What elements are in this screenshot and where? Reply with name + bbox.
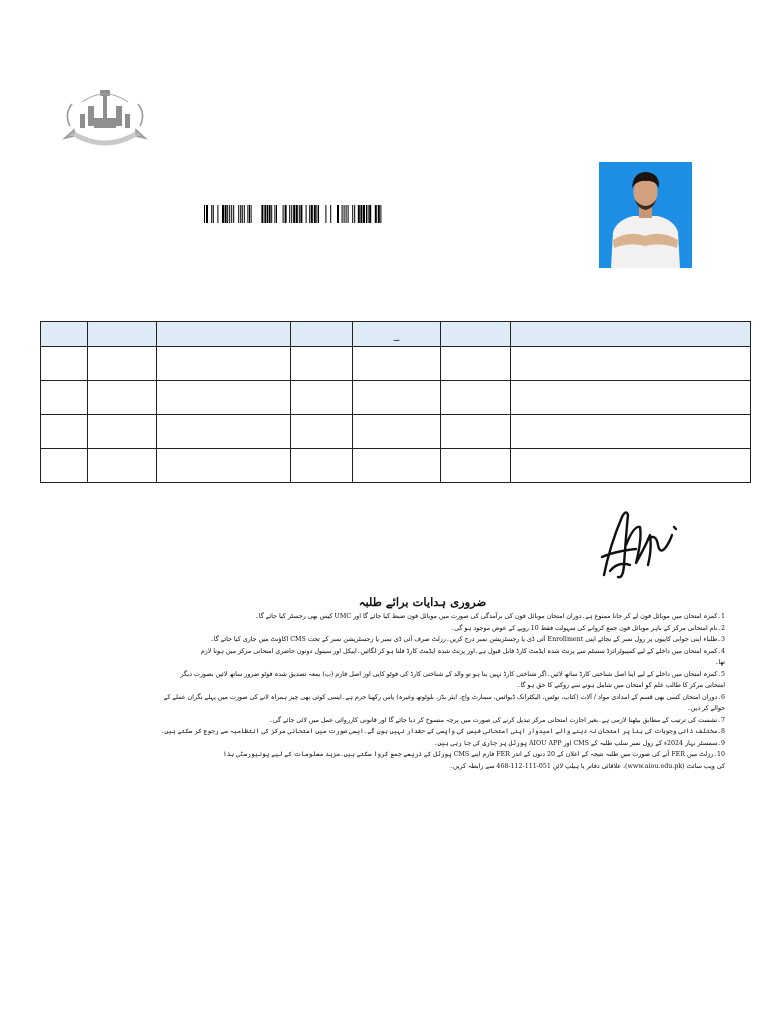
- instructions-heading: ضروری ہدایات برائے طلبہ: [358, 595, 487, 609]
- instruction-line: 3۔طلباء اپنی جوابی کاپیوں پر رول نمبر کے بجائے اپنی Enrollment آئی ڈی یا رجسٹریشن نمبر درج کریں۔رزلٹ صرف آئی ڈی نمبر یا رجسٹریشن نمبر کے تحت CMS اکاؤنٹ میں جاری کیا جائے گا۔: [210, 636, 725, 643]
- instruction-line: تھا۔: [714, 659, 725, 666]
- table-cell: [41, 381, 88, 415]
- table-cell: [41, 415, 88, 449]
- instruction-line: 2۔نام امتحانی مرکز کے باہر موبائل فون جمع کروانے کی سہولت فقط 10 روپے کے عوض موجود ہو گی۔: [450, 624, 725, 632]
- table-cell: [511, 415, 751, 449]
- signature: [596, 505, 682, 585]
- instruction-line: 9۔سمسٹر بہار 2024ء کے رول نمبر سلپ طلبہ کے CMS اور AIOU APP پورٹل پر جاری کی جا رہی ہیں۔: [433, 739, 725, 747]
- table-cell: [157, 381, 291, 415]
- table-row: [41, 415, 751, 449]
- table-cell: [88, 449, 157, 483]
- instruction-line: 10۔رزلٹ میں FER آنے کی صورت میں طلبہ نتیجہ کے اعلان کے 20 دنوں کے اندر FER فارم اپنے CMS پورٹل کے ذریعے جمع کروا سکتے ہیں۔مزید معلومات کے لیے یونیورسٹی ہذا: [223, 751, 725, 758]
- instruction-line: کی ویب سائٹ (www.aiou.edu.pk)، علاقائی دفاتر یا ہیلپ لائن 051-111-112-468 سے رابطہ کریں۔: [449, 762, 725, 770]
- table-cell: [353, 381, 441, 415]
- instruction-line: امتحانی مرکز کا طالب علم کو امتحان میں شامل ہونے سے روکنے کا حق ہو گا۔: [516, 682, 725, 689]
- table-cell: [441, 347, 511, 381]
- table-cell: [353, 415, 441, 449]
- table-cell: [88, 347, 157, 381]
- barcode: [204, 205, 384, 223]
- table-row: [41, 449, 751, 483]
- header-cell: [41, 322, 88, 347]
- table-row: [41, 381, 751, 415]
- header-cell: _: [353, 322, 441, 347]
- header-cell: [88, 322, 157, 347]
- instruction-line: 4۔کمرہ امتحان میں داخلے کے لیے کمپیوٹرائزڈ سسٹم سے پرنٹ شدہ ایڈمٹ کارڈ قابل قبول ہے۔اور پرنٹ شدہ ایڈمٹ کارڈ فلنا ہو کر لگائیں۔اپیکل اور سینول دونوں حاضری امتحانی مرکز میں ہونا لازم: [200, 647, 725, 655]
- table-cell: [291, 415, 353, 449]
- instruction-line: 7۔نشست کی ترتیب کے مطابق بیٹھنا لازمی ہے۔بغیر اجازت امتحانی مرکز تبدیل کرنے کی صورت میں پرچہ منسوخ کر دیا جائے گا اور قانونی کارروائی عمل میں لائی جائے گی۔: [269, 716, 725, 724]
- table-cell: [157, 415, 291, 449]
- instruction-line: حوالے کر دیں۔: [686, 705, 725, 712]
- table-cell: [291, 449, 353, 483]
- table-cell: [88, 415, 157, 449]
- instructions-section: [120, 595, 725, 772]
- header-cell: [291, 322, 353, 347]
- table-cell: [441, 449, 511, 483]
- instruction-line: 8۔مختلف ذاتی وجوہات کی بنا پر امتحان نہ دینے والے امیدوار اپنی امتحانی فیس کی واپسی کے حقدار نہیں ہوں گے۔ایسی صورت میں امتحانی مرکز کی انتظامیہ سے رجوع کر سکتے ہیں۔: [160, 728, 725, 735]
- table-cell: [41, 347, 88, 381]
- table-cell: [157, 347, 291, 381]
- table-header-row: [41, 322, 751, 347]
- student-photo: [599, 162, 692, 268]
- table-cell: [441, 415, 511, 449]
- roll-slip-table: [40, 321, 751, 483]
- table-cell: [157, 449, 291, 483]
- table-cell: [88, 381, 157, 415]
- header-cell: [157, 322, 291, 347]
- header-cell: [511, 322, 751, 347]
- table-cell: [441, 381, 511, 415]
- instruction-line: 1۔کمرہ امتحان میں موبائل فون لے کر جانا ممنوع ہے۔دوران امتحان موبائل فون کی برآمدگی کی صورت میں موبائل فون ضبط کیا جائے گا اور UMC کیس بھی رجسٹر کیا جائے گا۔: [255, 613, 725, 620]
- table-cell: [511, 347, 751, 381]
- table-cell: [353, 347, 441, 381]
- table-row: [41, 347, 751, 381]
- instruction-line: 6۔دوران امتحان کسی بھی قسم کے امدادی مواد / آلات (کتاب، نوٹس، الیکٹرانک ڈیوائس، سمارٹ واچ، ایئر بڈز، بلوٹوتھ وغیرہ) پاس رکھنا جرم ہے۔ایسی کوئی بھی چیز ہمراہ لانے کی صورت میں پہلے نگران عملے کے: [163, 693, 725, 701]
- table-cell: [291, 347, 353, 381]
- table-cell: [41, 449, 88, 483]
- table-cell: [291, 381, 353, 415]
- university-logo: [60, 84, 150, 154]
- instruction-line: 5۔کمرہ امتحان میں داخلے کے لیے اپنا اصل شناختی کارڈ ساتھ لائیں۔اگر شناختی کارڈ نہیں بنا ہو تو والد کے شناختی کارڈ کی فوٹو کاپی اور اصل فارم (ب) بمعہ تصدیق شدہ فوٹو ضرور ساتھ لائیں بصورت دیگر: [180, 670, 725, 678]
- table-cell: [511, 381, 751, 415]
- table-cell: [511, 449, 751, 483]
- header-cell: [441, 322, 511, 347]
- table-cell: [353, 449, 441, 483]
